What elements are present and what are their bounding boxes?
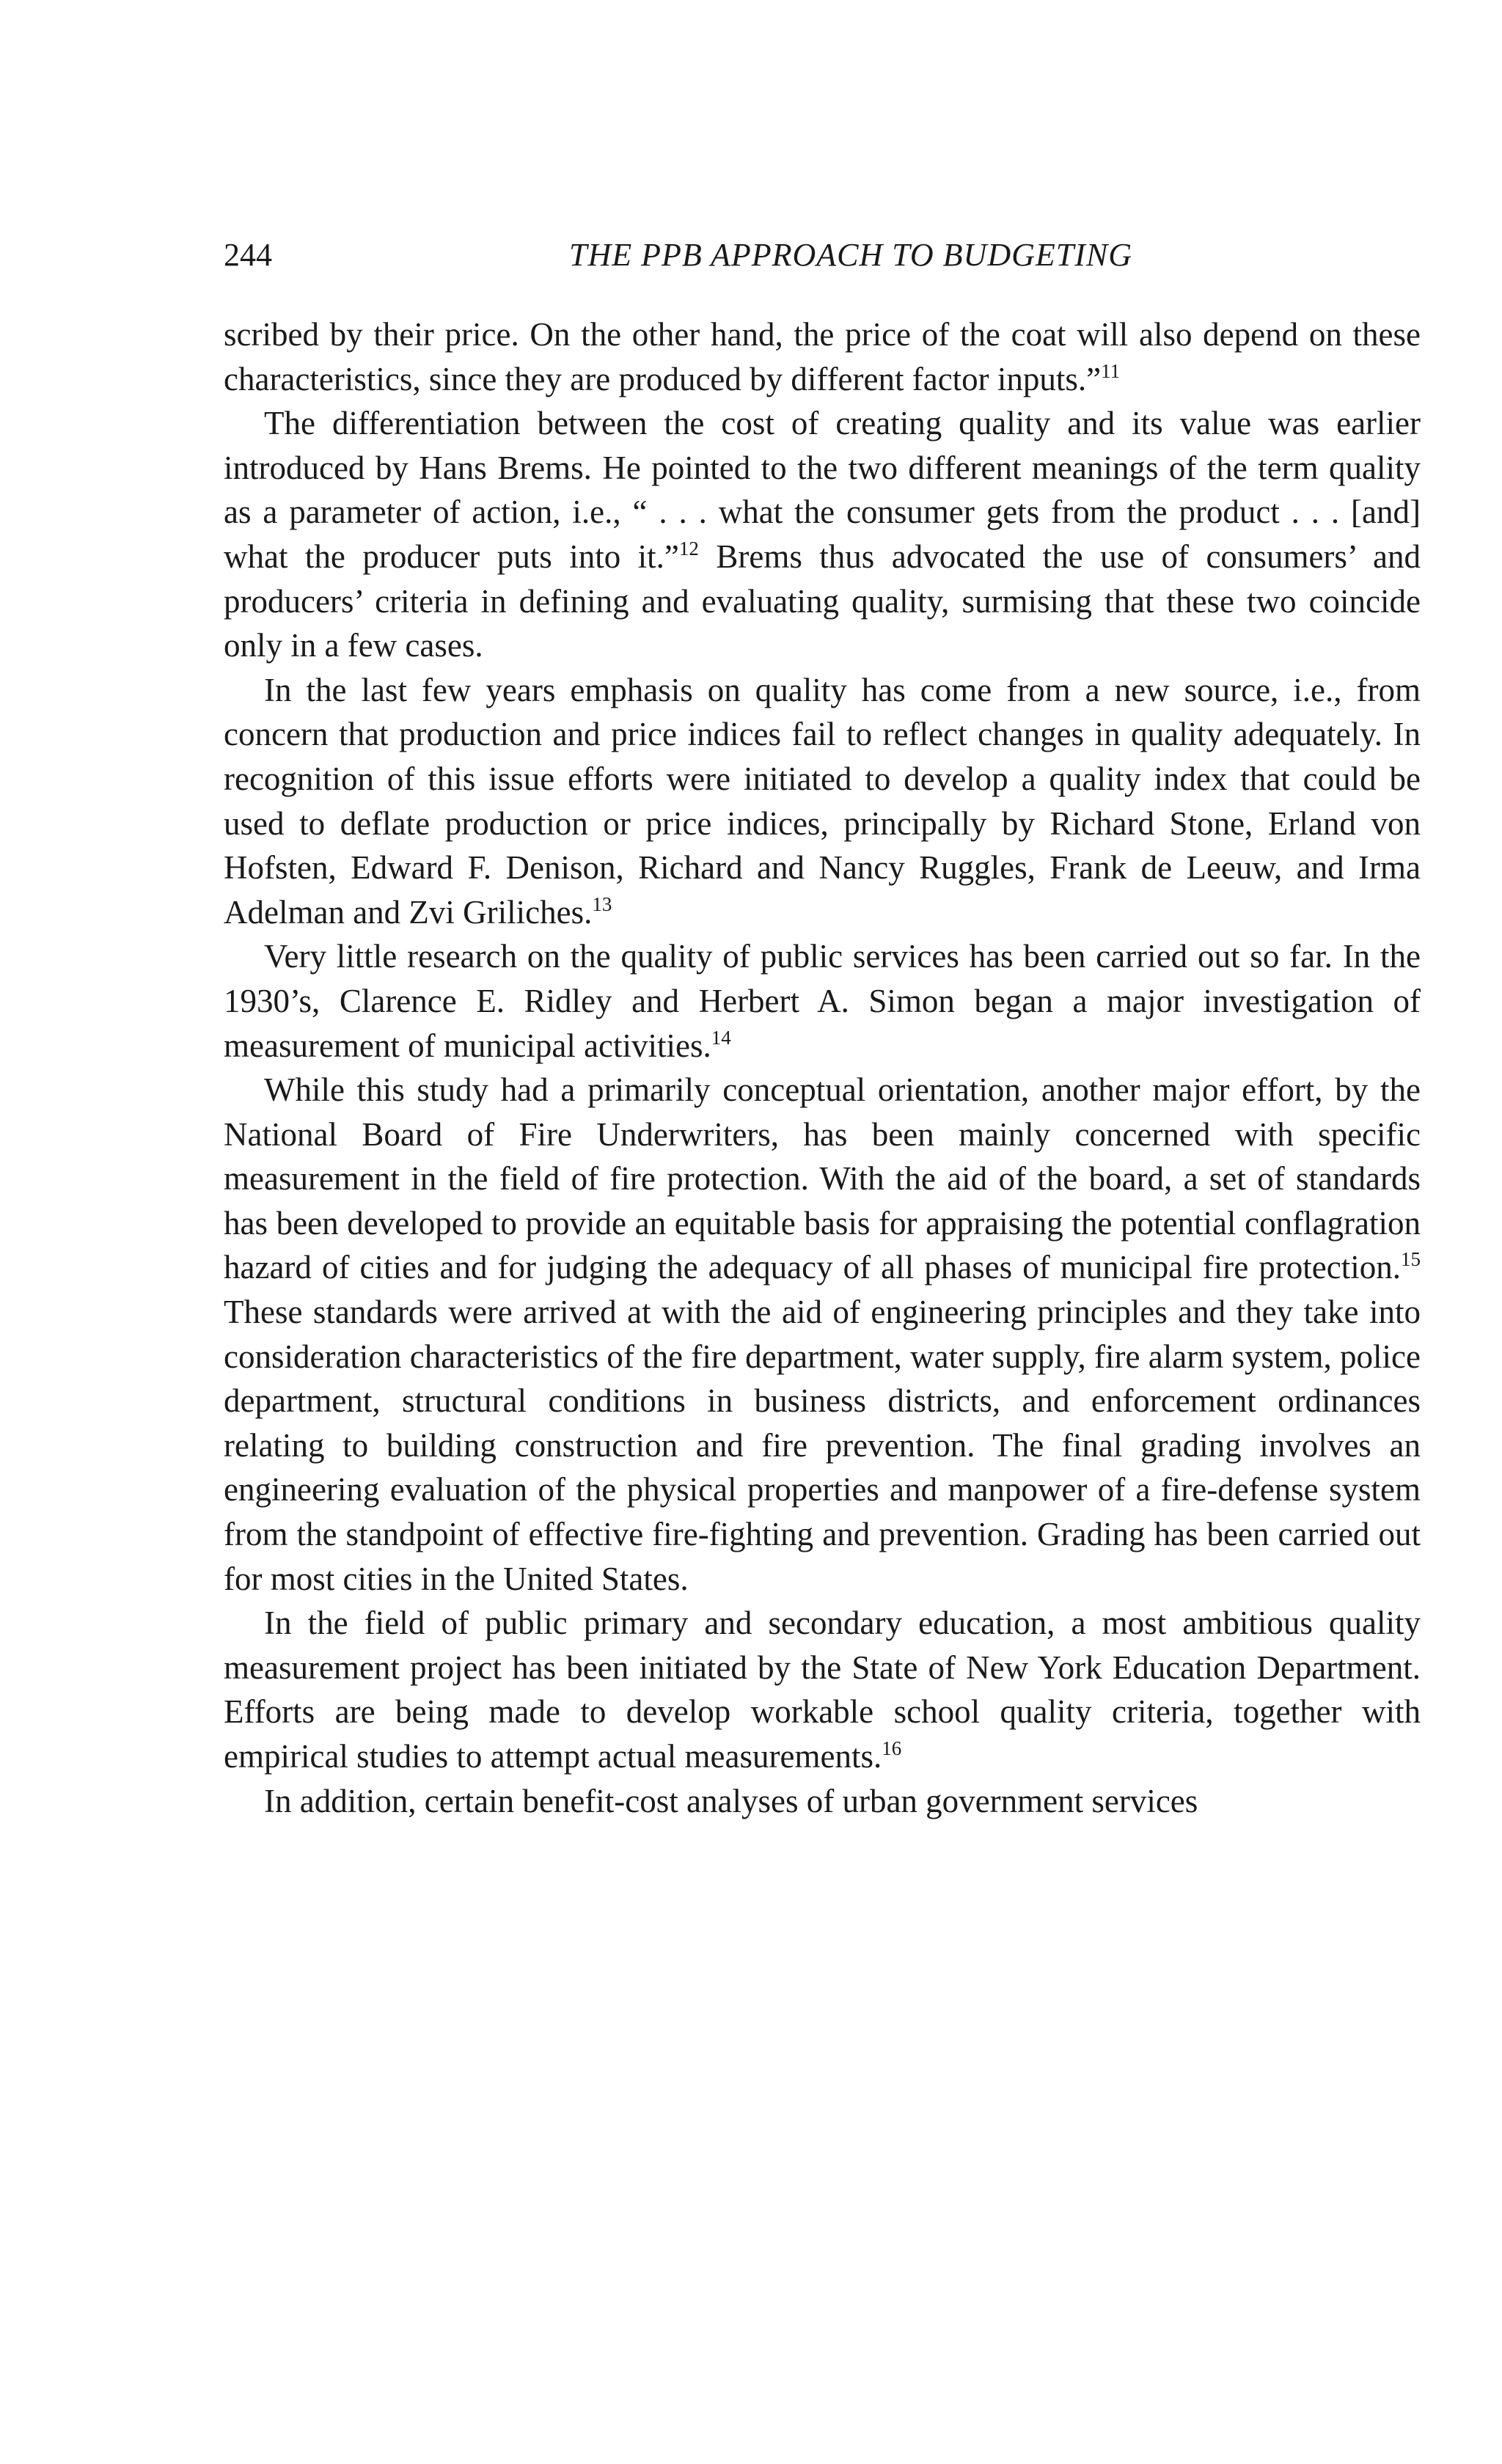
- paragraph-text: In the field of public primary and secondary education, a most ambitious quality measurement project has been initiated by the State of New York Education Department. Efforts are being made to develop workable school quality criteria, together with empirical studies to attempt actual measurements.: [224, 1605, 1421, 1775]
- paragraph-text: scribed by their price. On the other hand, the price of the coat will also depend on these characteristics, since they are produced by different factor inputs.”: [224, 316, 1421, 397]
- running-head: [224, 233, 1426, 277]
- footnote-reference: 11: [1101, 359, 1121, 382]
- paragraph: [224, 934, 1421, 1068]
- paragraph-text: In the last few years emphasis on quality has come from a new source, i.e., from concern that production and price indices fail to reflect changes in quality adequately. In recognition of this issue efforts were initiated to develop a quality index that could be used to deflate production or price indices, principally by Richard Stone, Erland von Hofsten, Edward F. Denison, Richard and Nancy Ruggles, Frank de Leeuw, and Irma Adelman and Zvi Griliches.: [224, 671, 1421, 931]
- body-text: [224, 312, 1421, 1823]
- paragraph: [224, 1601, 1421, 1778]
- page-number: 244: [224, 237, 272, 273]
- paragraph-text: While this study had a primarily conceptual orientation, another major effort, by the National Board of Fire Underwriters, has been mainly concerned with specific measurement in the field of fire protection. With the aid of the board, a set of standards has been developed to provide an equitable basis for appraising the potential conflagration hazard of cities and for judging the adequacy of all phases of municipal fire protection.: [224, 1071, 1421, 1286]
- running-title: THE PPB APPROACH TO BUDGETING: [568, 237, 1133, 273]
- paragraph-continued: [224, 312, 1421, 401]
- paragraph: [224, 668, 1421, 935]
- paragraph-text: Brems thus advocated the use of consumers’ and producers’ criteria in defining and evaluating quality, surmising that these two coincide only in a few cases.: [224, 538, 1421, 664]
- paragraph-text: The differentiation between the cost of creating quality and its value was earlier introduced by Hans Brems. He pointed to the two different meanings of the term quality as a parameter of action, i.e., “ . . . what the consumer gets from the product . . . [and] what the producer puts into it.”: [224, 405, 1421, 575]
- footnote-reference: 16: [882, 1737, 902, 1759]
- footnote-reference: 13: [592, 892, 612, 915]
- footnote-reference: 12: [678, 537, 699, 560]
- paragraph: [224, 1068, 1421, 1601]
- paragraph: [224, 1779, 1421, 1824]
- footnote-reference: 14: [711, 1026, 731, 1049]
- paragraph-text: These standards were arrived at with the aid of engineering principles and they take into consideration characteristics of the fire department, water supply, fire alarm system, police department, structural conditions in business districts, and enforcement ordinances relating to building construction and fire prevention. The final grading involves an engineering evaluation of the physical properties and manpower of a fire-defense system from the standpoint of effective fire-fighting and prevention. Grading has been carried out for most cities in the United States.: [224, 1294, 1421, 1597]
- paragraph: [224, 401, 1421, 668]
- paragraph-text: Very little research on the quality of public services has been carried out so far. In the 1930’s, Clarence E. Ridley and Herbert A. Simon began a major investigation of measurement of municipal activities.: [224, 938, 1421, 1064]
- footnote-reference: 15: [1401, 1248, 1421, 1271]
- paragraph-text: In addition, certain benefit-cost analyses of urban government services: [264, 1782, 1198, 1819]
